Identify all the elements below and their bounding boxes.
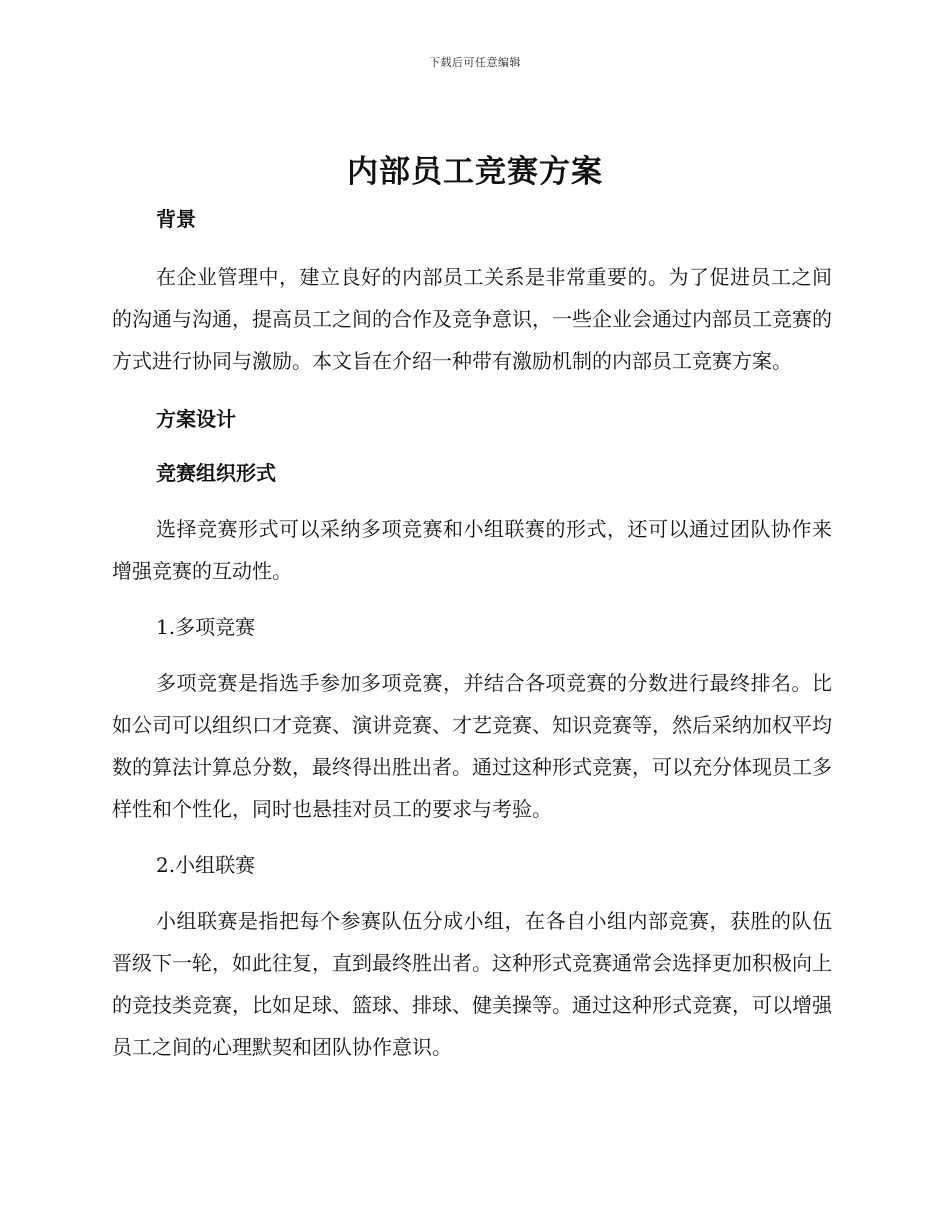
list-item-label-1: 1.多项竞赛	[156, 615, 256, 639]
section-heading-design: 方案设计	[156, 407, 236, 431]
document-body	[112, 200, 832, 1068]
paragraph-item-1: 多项竞赛是指选手参加多项竞赛，并结合各项竞赛的分数进行最终排名。比如公司可以组织口才竞赛、演讲竞赛、才艺竞赛、知识竞赛等，然后采纳加权平均数的算法计算总分数，最终得出胜出者。通过这种形式竞赛，可以充分体现员工多样性和个性化，同时也悬挂对员工的要求与考验。	[112, 671, 832, 821]
page-header-note: 下载后可任意编辑	[429, 56, 521, 69]
document-title: 内部员工竞赛方案	[347, 154, 603, 190]
paragraph-item-2: 小组联赛是指把每个参赛队伍分成小组，在各自小组内部竞赛，获胜的队伍晋级下一轮，如此往复，直到最终胜出者。这种形式竞赛通常会选择更加积极向上的竞技类竞赛，比如足球、篮球、排球、健美操等。通过这种形式竞赛，可以增强员工之间的心理默契和团队协作意识。	[112, 909, 832, 1059]
paragraph-organization: 选择竞赛形式可以采纳多项竞赛和小组联赛的形式，还可以通过团队协作来增强竞赛的互动性。	[112, 517, 832, 583]
section-heading-organization: 竞赛组织形式	[156, 461, 276, 485]
list-item-label-2: 2.小组联赛	[156, 853, 256, 877]
section-heading-background: 背景	[156, 207, 196, 231]
paragraph-background: 在企业管理中，建立良好的内部员工关系是非常重要的。为了促进员工之间的沟通与沟通，提高员工之间的合作及竞争意识，一些企业会通过内部员工竞赛的方式进行协同与激励。本文旨在介绍一种带有激励机制的内部员工竞赛方案。	[112, 265, 832, 373]
